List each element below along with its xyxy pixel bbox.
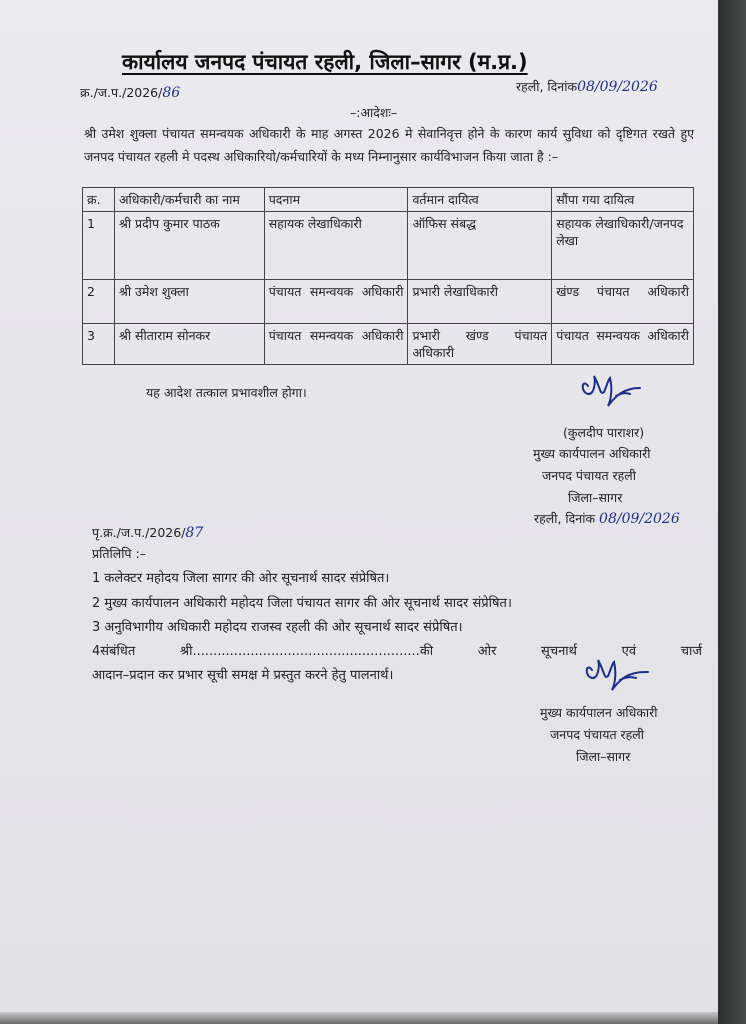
signature-image (578, 650, 652, 694)
table-cell: प्रभारी खंण्ड पंचायत अधिकारी (408, 324, 552, 365)
copy-heading: प्रतिलिपि :– (92, 546, 146, 561)
order-heading: –:आदेशः– (350, 105, 398, 120)
table-cell: 1 (83, 212, 115, 280)
table-row (83, 212, 694, 280)
signatory1-date (534, 510, 680, 527)
order-date-prefix: रहली, दिनांक (516, 79, 578, 94)
signatory1-date-prefix: रहली, दिनांक (534, 511, 596, 526)
signatory1-office: जनपद पंचायत रहली (542, 468, 637, 483)
order-date-handwritten: 08/09/2026 (577, 79, 658, 95)
order-paragraph: श्री उमेश शुक्ला पंचायत समन्वयक अधिकारी के माह अगस्त 2026 मे सेवानिवृत्त होने के कारण कार्य सुविधा को दृष्टिगत रखते हुए जनपद पंचायत रहली मे पदस्थ अधिकारियो/कर्मचारियों के मध्य निम्नानुसार कार्यविभाजन किया जाता है :– (84, 126, 694, 164)
endorsement-number-handwritten: 87 (185, 525, 204, 541)
table-cell: पंचायत समन्वयक अधिकारी (264, 324, 408, 365)
signature-image (574, 368, 644, 410)
effect-line: यह आदेश तत्काल प्रभावशील होगा। (146, 385, 307, 400)
copy-item: 2 मुख्य कार्यपालन अधिकारी महोदय जिला पंचायत सागर की ओर सूचनार्थ सादर संप्रेषित। (92, 596, 512, 611)
table-header-cell: क्र. (83, 188, 115, 212)
copy-item: 1 कलेक्टर महोदय जिला सागर की ओर सूचनार्थ सादर संप्रेषित। (92, 571, 390, 586)
copy-item: 4संबंधित श्री.......................................................की ओर सूचनार्थ एवं चार्ज (92, 644, 702, 659)
office-title: कार्यालय जनपद पंचायत रहली, जिला–सागर (म.प्र.) (122, 50, 528, 74)
table-cell: खंण्ड पंचायत अधिकारी (552, 280, 694, 324)
table-header-cell: सौंपा गया दायित्व (552, 188, 694, 212)
background-edge (718, 0, 746, 1024)
table-cell: पंचायत समन्वयक अधिकारी (264, 280, 408, 324)
copy-item: 3 अनुविभागीय अधिकारी महोदय राजस्व रहली की ओर सूचनार्थ सादर संप्रेषित। (92, 620, 463, 635)
table-header-cell: वर्तमान दायित्व (408, 188, 552, 212)
table-row (83, 324, 694, 365)
endorsement-number-prefix: पृ.क्र./ज.प./2026/ (92, 525, 186, 540)
table-row (83, 280, 694, 324)
signatory1-date-handwritten: 08/09/2026 (599, 511, 680, 527)
signatory2-designation: मुख्य कार्यपालन अधिकारी (540, 705, 658, 720)
table-cell: 3 (83, 324, 115, 365)
table-cell: 2 (83, 280, 115, 324)
table-header-row (83, 188, 694, 212)
table-cell: सहायक लेखाधिकारी/जनपद लेखा (552, 212, 694, 280)
copy-item: आदान–प्रदान कर प्रभार सूची समक्ष मे प्रस्तुत करने हेतु पालनार्थ। (92, 668, 394, 683)
endorsement-number (92, 524, 203, 541)
signatory1-district: जिला–सागर (568, 490, 623, 505)
order-number-prefix: क्र./ज.प./2026/ (80, 85, 163, 100)
paper-bottom-edge (0, 1012, 718, 1024)
table-cell: पंचायत समन्वयक अधिकारी (552, 324, 694, 365)
signatory1-name: (कुलदीप पाराशर) (563, 425, 645, 440)
table-cell: सहायक लेखाधिकारी (264, 212, 408, 280)
signatory1-designation: मुख्य कार्यपालन अधिकारी (533, 446, 651, 461)
order-date (516, 78, 658, 95)
table-cell: प्रभारी लेखाधिकारी (408, 280, 552, 324)
signatory2-office: जनपद पंचायत रहली (550, 727, 645, 742)
table-cell: श्री प्रदीप कुमार पाठक (114, 212, 264, 280)
table-header-cell: अधिकारी/कर्मचारी का नाम (114, 188, 264, 212)
table-cell: ऑफिस संबद्ध (408, 212, 552, 280)
table-header-cell: पदनाम (264, 188, 408, 212)
work-division-table (82, 187, 694, 365)
order-number-handwritten: 86 (162, 85, 181, 101)
signatory2-district: जिला–सागर (576, 749, 631, 764)
table-cell: श्री उमेश शुक्ला (114, 280, 264, 324)
order-number (80, 84, 180, 101)
table-cell: श्री सीताराम सोनकर (114, 324, 264, 365)
